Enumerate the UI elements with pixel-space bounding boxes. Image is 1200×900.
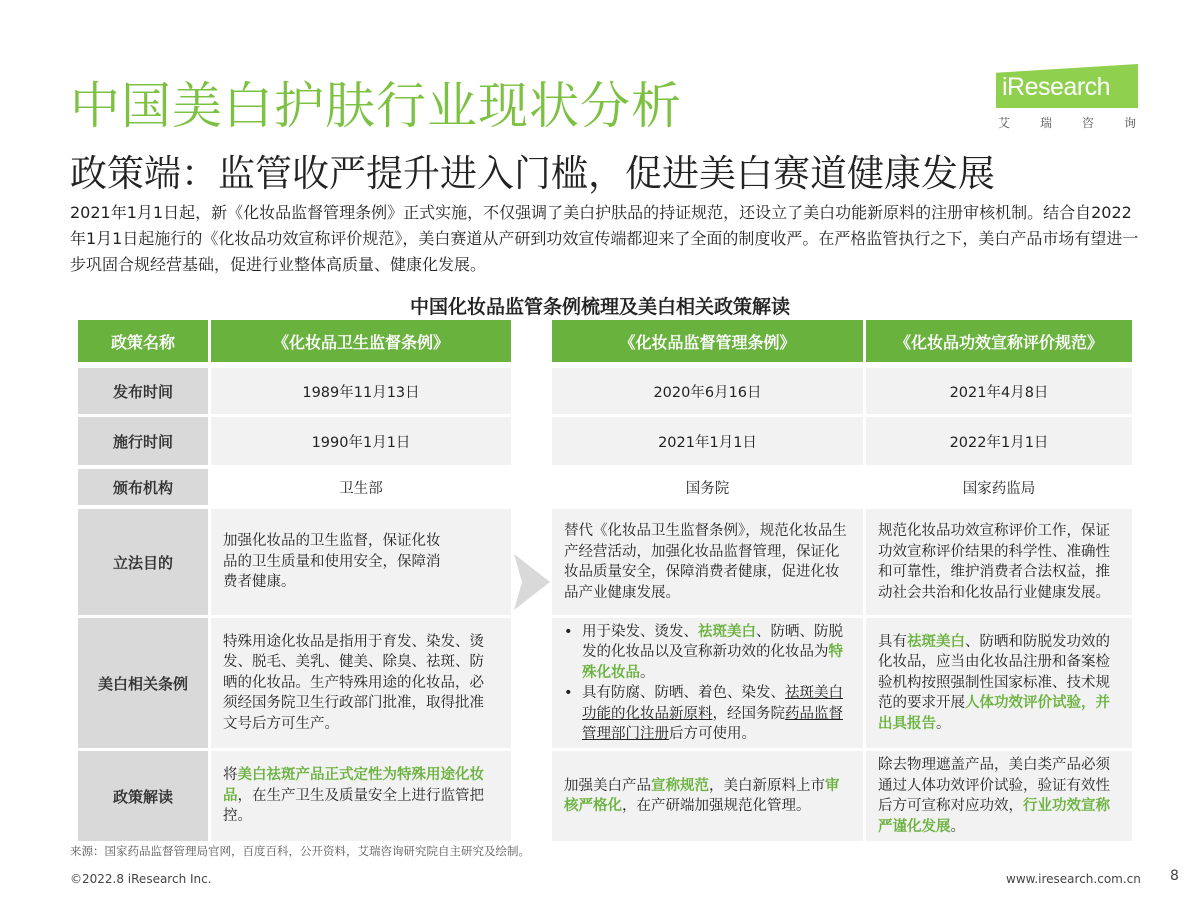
iresearch-logo: [996, 64, 1138, 136]
interpretation-col3-text: [878, 755, 1120, 837]
text-segment: 。: [640, 664, 655, 681]
clauses-col3: [866, 618, 1132, 748]
text-segment: 加强美白产品: [564, 777, 651, 794]
website-link[interactable]: www.iresearch.com.cn: [1006, 872, 1141, 886]
text-segment: 将: [223, 767, 238, 784]
highlight-text: 祛斑美白: [698, 623, 756, 640]
interpretation-col3: [866, 751, 1132, 841]
effective-date-col2: 2021年1月1日: [552, 417, 863, 465]
row-label-issuer: 颁布机构: [78, 469, 208, 505]
purpose-col1-text: 加强化妆品的卫生监督，保证化妆品的卫生质量和使用安全，保障消费者健康。: [223, 533, 441, 591]
logo-char: 询: [1123, 116, 1136, 130]
effective-date-col1: 1990年1月1日: [211, 417, 511, 465]
highlight-text: 祛斑美白: [907, 633, 965, 650]
purpose-col2-text: 替代《化妆品卫生监督条例》，规范化妆品生产经营活动，加强化妆品监督管理，保证化妆品质量安全，保障消费者健康，促进化妆品产业健康发展。: [564, 523, 847, 601]
purpose-col1: [211, 509, 511, 615]
page-subtitle: 政策端：监管收严提升进入门槛，促进美白赛道健康发展: [70, 152, 995, 195]
issuer-col3: 国家药监局: [866, 469, 1132, 505]
list-item: [562, 683, 853, 745]
list-item: [562, 622, 853, 684]
purpose-col3: [866, 509, 1132, 615]
interpretation-col1: [211, 751, 511, 841]
text-segment: ，经国务院: [712, 705, 785, 722]
row-label-interpretation: 政策解读: [78, 751, 208, 841]
publish-date-col3: 2021年4月8日: [866, 368, 1132, 414]
clauses-col1-text: 特殊用途化妆品是指用于育发、染发、烫发、脱毛、美乳、健美、除臭、祛斑、防晒的化妆品。生产特殊用途的化妆品，必须经国务院卫生行政部门批准，取得批准文号后方可生产。: [223, 633, 484, 732]
row-label-clauses: 美白相关条例: [78, 618, 208, 748]
copyright: ©2022.8 iResearch Inc.: [70, 872, 212, 886]
text-segment: 后方可使用。: [669, 726, 756, 742]
header-label-cell: 政策名称: [78, 320, 208, 362]
page-title: 中国美白护肤行业现状分析: [70, 77, 682, 135]
underlined-text: 药品监督管理部门注册: [582, 705, 843, 742]
clauses-col3-text: [878, 632, 1120, 735]
highlight-text: 美白祛斑产品正式定性为特殊用途化妆品: [223, 767, 484, 804]
purpose-col2: [552, 509, 863, 615]
text-segment: 。: [936, 715, 951, 732]
clauses-col1: [211, 618, 511, 748]
text-segment: 。: [950, 818, 965, 835]
publish-date-col1: 1989年11月13日: [211, 368, 511, 414]
row-label-effective: 施行时间: [78, 417, 208, 465]
logo-char: 咨: [1081, 116, 1094, 130]
logo-subtext: [996, 114, 1138, 131]
intro-paragraph: 2021年1月1日起，新《化妆品监督管理条例》正式实施，不仅强调了美白护肤品的持证规范，还设立了美白功能新原料的注册审核机制。结合自2022年1月1日起施行的《化妆品功效宣称评价规范》，美白赛道从产研到功效宣传端都迎来了全面的制度收严。在严格监管执行之下，美白产品市场有望进一步巩固合规经营基础，促进行业整体高质量、健康化发展。: [70, 203, 1139, 274]
logo-text: iResearch: [1002, 73, 1111, 101]
header-col-supervision-regulation: 《化妆品监督管理条例》: [552, 320, 863, 362]
highlight-text: 人体功效评价试验，并出具报告: [878, 695, 1110, 732]
publish-date-col2: 2020年6月16日: [552, 368, 863, 414]
interpretation-col2-text: [564, 776, 847, 817]
underlined-text: 祛斑美白功能的化妆品新原料: [582, 685, 843, 722]
text-segment: 用于染发、烫发、: [582, 623, 698, 640]
highlight-text: 审核严格化: [564, 777, 840, 814]
row-label-purpose: 立法目的: [78, 509, 208, 615]
logo-char: 瑞: [1039, 116, 1052, 130]
row-label-publish: 发布时间: [78, 368, 208, 414]
highlight-text: 行业功效宣称严谨化发展: [878, 798, 1110, 835]
text-segment: 具有: [878, 633, 907, 650]
issuer-col2: 国务院: [552, 469, 863, 505]
interpretation-col1-text: [223, 765, 495, 827]
highlight-text: 宣称规范: [651, 777, 709, 794]
text-segment: 除去物理遮盖产品，美白类产品必须通过人体功效评价试验，验证有效性后方可宣称对应功效，: [878, 757, 1110, 814]
clauses-col2: [552, 618, 863, 748]
effective-date-col3: 2022年1月1日: [866, 417, 1132, 465]
page-number: 8: [1170, 868, 1179, 884]
issuer-col1: 卫生部: [211, 469, 511, 505]
header-col-hygiene-regulation: 《化妆品卫生监督条例》: [211, 320, 511, 362]
purpose-col3-text: 规范化妆品功效宣称评价工作，保证功效宣称评价结果的科学性、准确性和可靠性，维护消费者合法权益，推动社会共治和化妆品行业健康发展。: [878, 523, 1110, 601]
clauses-col2-list: [562, 622, 853, 745]
interpretation-col2: [552, 751, 863, 841]
text-segment: 、防晒和防脱发功效的化妆品，应当由化妆品注册和备案检验机构按照强制性国家标准、技术规范的要求开展: [878, 633, 1110, 712]
source-note: 来源：国家药品监督管理局官网，百度百科，公开资料，艾瑞咨询研究院自主研究及绘制。: [70, 844, 530, 858]
logo-char: 艾: [998, 116, 1011, 130]
text-segment: 、防晒、防脱发的化妆品以及宣称新功效的化妆品为: [582, 623, 843, 660]
text-segment: ，在生产卫生及质量安全上进行监管把控。: [223, 787, 484, 825]
text-segment: ，美白新原料上市: [709, 777, 825, 794]
text-segment: ，在产研端加强规范化管理。: [622, 798, 811, 814]
chevron-right-icon: [514, 554, 550, 610]
highlight-text: 特殊化妆品: [582, 644, 843, 681]
table-title: 中国化妆品监管条例梳理及美白相关政策解读: [409, 296, 790, 318]
header-col-efficacy-spec: 《化妆品功效宣称评价规范》: [866, 320, 1132, 362]
text-segment: 具有防腐、防晒、着色、染发、: [582, 685, 785, 701]
